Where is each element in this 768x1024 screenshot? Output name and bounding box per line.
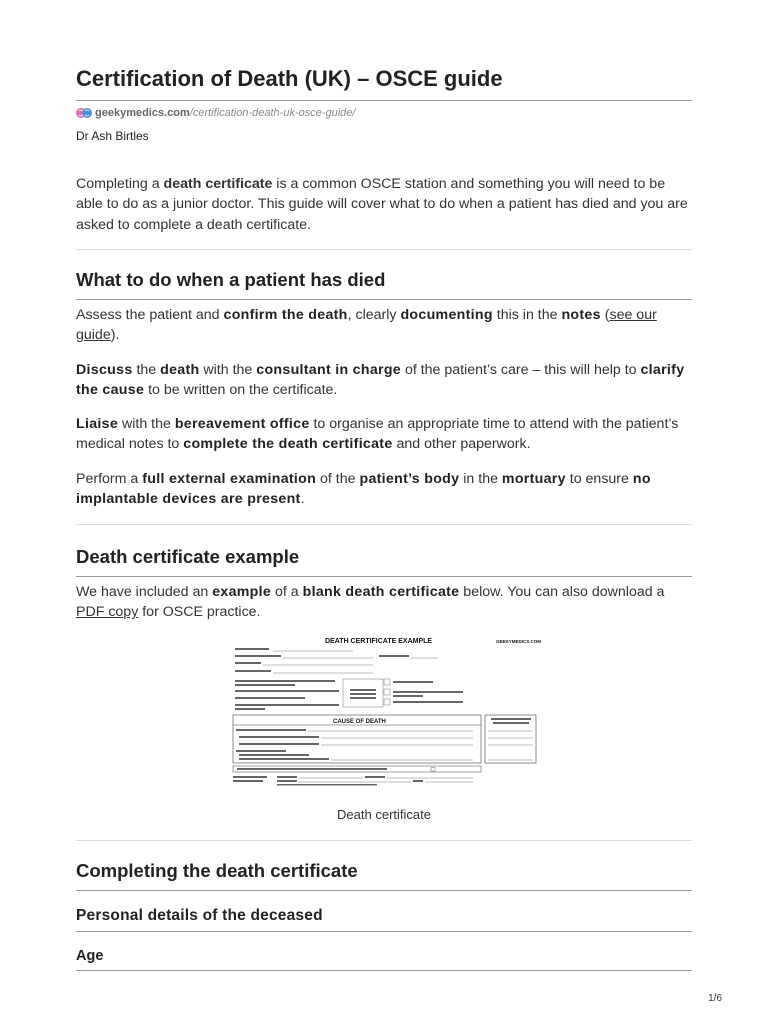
- source-line: [76, 107, 355, 119]
- death-certificate-drawing: [233, 633, 542, 786]
- paragraph-confirm-death: Assess the patient and confirm the death, clearly documenting this in the notes (see our guide).: [76, 307, 657, 344]
- figure-caption: Death certificate: [337, 807, 431, 822]
- see-our-guide-link[interactable]: see our guide: [76, 307, 657, 344]
- page-number: 1/6: [708, 993, 722, 1004]
- subheading-age: Age: [76, 948, 692, 971]
- section-heading-certificate-example: Death certificate example: [76, 546, 692, 577]
- death-certificate-image: [233, 633, 542, 786]
- section-heading-what-to-do: What to do when a patient has died: [76, 269, 692, 300]
- intro-paragraph: Completing a death certificate is a common OSCE station and something you will need to be able to do as a junior doctor. This guide will cover what to do when a patient has died and you are asked to complete a death certificate.: [76, 176, 688, 233]
- paragraph-liaise: Liaise with the bereavement office to organise an appropriate time to attend with the patient’s medical notes to complete the death certificate and other paperwork.: [76, 416, 679, 453]
- certificate-title: DEATH CERTIFICATE EXAMPLE: [325, 638, 433, 645]
- author-name: Dr Ash Birtles: [76, 129, 149, 143]
- divider: [76, 249, 692, 250]
- paragraph-example-intro: We have included an example of a blank death certificate below. You can also download a PDF copy for OSCE practice.: [76, 584, 665, 621]
- divider: [76, 840, 692, 841]
- subheading-personal-details: Personal details of the deceased: [76, 907, 692, 932]
- divider: [76, 524, 692, 525]
- paragraph-discuss: Discuss the death with the consultant in charge of the patient’s care – this will help to clarify the cause to be written on the certificate.: [76, 362, 685, 399]
- source-path-link[interactable]: /certification-death-uk-osce-guide/: [189, 107, 356, 119]
- section-heading-completing: Completing the death certificate: [76, 860, 692, 891]
- page-title: Certification of Death (UK) – OSCE guide: [76, 66, 692, 101]
- pdf-copy-link[interactable]: PDF copy: [76, 604, 139, 621]
- paragraph-examination: Perform a full external examination of the patient’s body in the mortuary to ensure no implantable devices are present.: [76, 471, 651, 508]
- source-domain-link[interactable]: geekymedics.com: [95, 107, 190, 119]
- certificate-brand: GEEKYMEDICS.COM: [496, 639, 542, 644]
- brain-logo-icon: [76, 107, 92, 119]
- cause-of-death-heading: CAUSE OF DEATH: [333, 719, 386, 725]
